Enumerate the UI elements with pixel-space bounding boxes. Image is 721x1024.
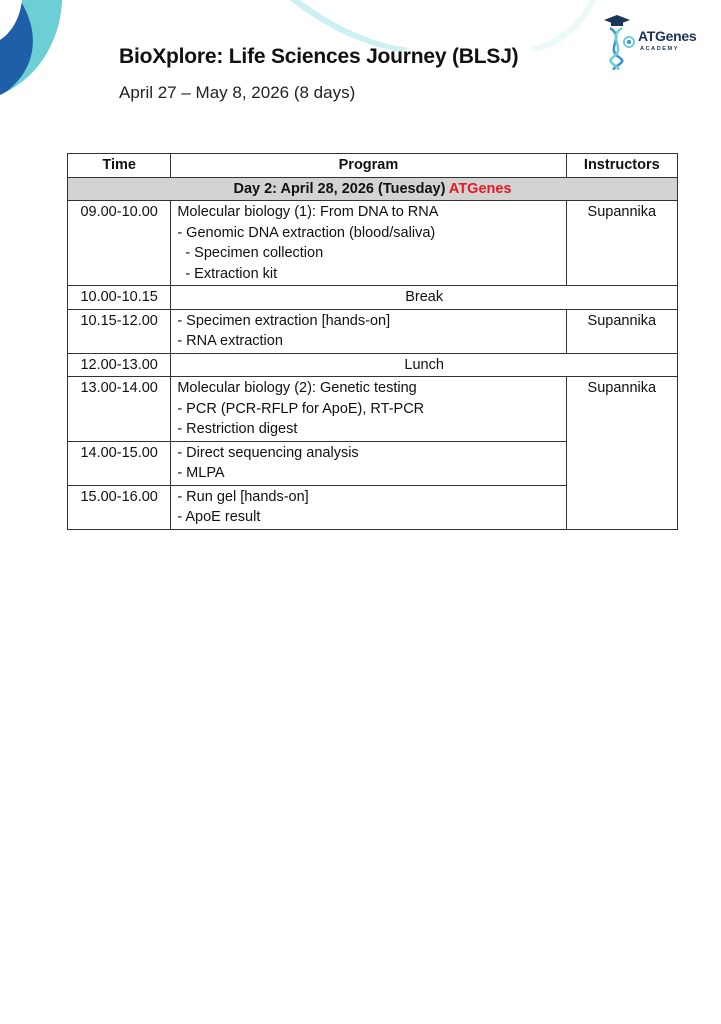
program-line: - Specimen collection (185, 245, 324, 261)
table-row (68, 309, 678, 353)
table-row (68, 377, 678, 442)
dna-graduation-icon (600, 12, 640, 70)
table-header-row (68, 154, 678, 178)
program-line: - Direct sequencing analysis (177, 444, 359, 461)
logo-name: ATGenes (638, 28, 697, 44)
time-cell: 13.00-14.00 (68, 377, 171, 442)
schedule-table (67, 153, 678, 530)
header-time: Time (68, 154, 171, 178)
program-line: - MLPA (177, 465, 225, 481)
table-row (68, 286, 678, 310)
program-cell (171, 377, 566, 442)
program-cell (171, 485, 566, 529)
program-line: - RNA extraction (177, 333, 283, 349)
date-range: April 27 – May 8, 2026 (8 days) (119, 83, 356, 102)
instructor-cell: Supannika (566, 377, 677, 530)
time-cell: 15.00-16.00 (68, 485, 171, 529)
day-label: Day 2: April 28, 2026 (Tuesday) (233, 180, 446, 197)
lunch-cell: Lunch (171, 353, 678, 377)
program-line: - Restriction digest (177, 421, 298, 437)
time-cell: 12.00-13.00 (68, 353, 171, 377)
day-row (68, 177, 678, 201)
atgenes-academy-logo (600, 12, 710, 72)
program-line: Molecular biology (1): From DNA to RNA (177, 204, 439, 220)
program-line: - PCR (PCR-RFLP for ApoE), RT-PCR (177, 400, 425, 417)
time-cell: 14.00-15.00 (68, 441, 171, 485)
logo-subtitle: ACADEMY (640, 46, 680, 52)
header-instructors: Instructors (566, 154, 677, 178)
program-cell (171, 309, 566, 353)
program-line: - Genomic DNA extraction (blood/saliva) (177, 224, 436, 241)
time-cell: 10.15-12.00 (68, 309, 171, 353)
program-line: - Run gel [hands-on] (177, 488, 309, 505)
program-line: - Specimen extraction [hands-on] (177, 312, 391, 329)
program-cell (171, 201, 566, 286)
time-cell: 10.00-10.15 (68, 286, 171, 310)
table-row (68, 201, 678, 286)
page-title: BioXplore: Life Sciences Journey (BLSJ) (119, 45, 519, 68)
day-label-cell (68, 177, 678, 201)
table-row (68, 353, 678, 377)
instructor-cell: Supannika (566, 201, 677, 286)
break-cell: Break (171, 286, 678, 310)
program-line: Molecular biology (2): Genetic testing (177, 380, 417, 396)
program-line: - Extraction kit (185, 265, 278, 282)
program-cell (171, 441, 566, 485)
instructor-cell: Supannika (566, 309, 677, 353)
header-program: Program (171, 154, 566, 178)
day-highlight: ATGenes (448, 180, 512, 197)
time-cell: 09.00-10.00 (68, 201, 171, 286)
program-line: - ApoE result (177, 509, 261, 525)
